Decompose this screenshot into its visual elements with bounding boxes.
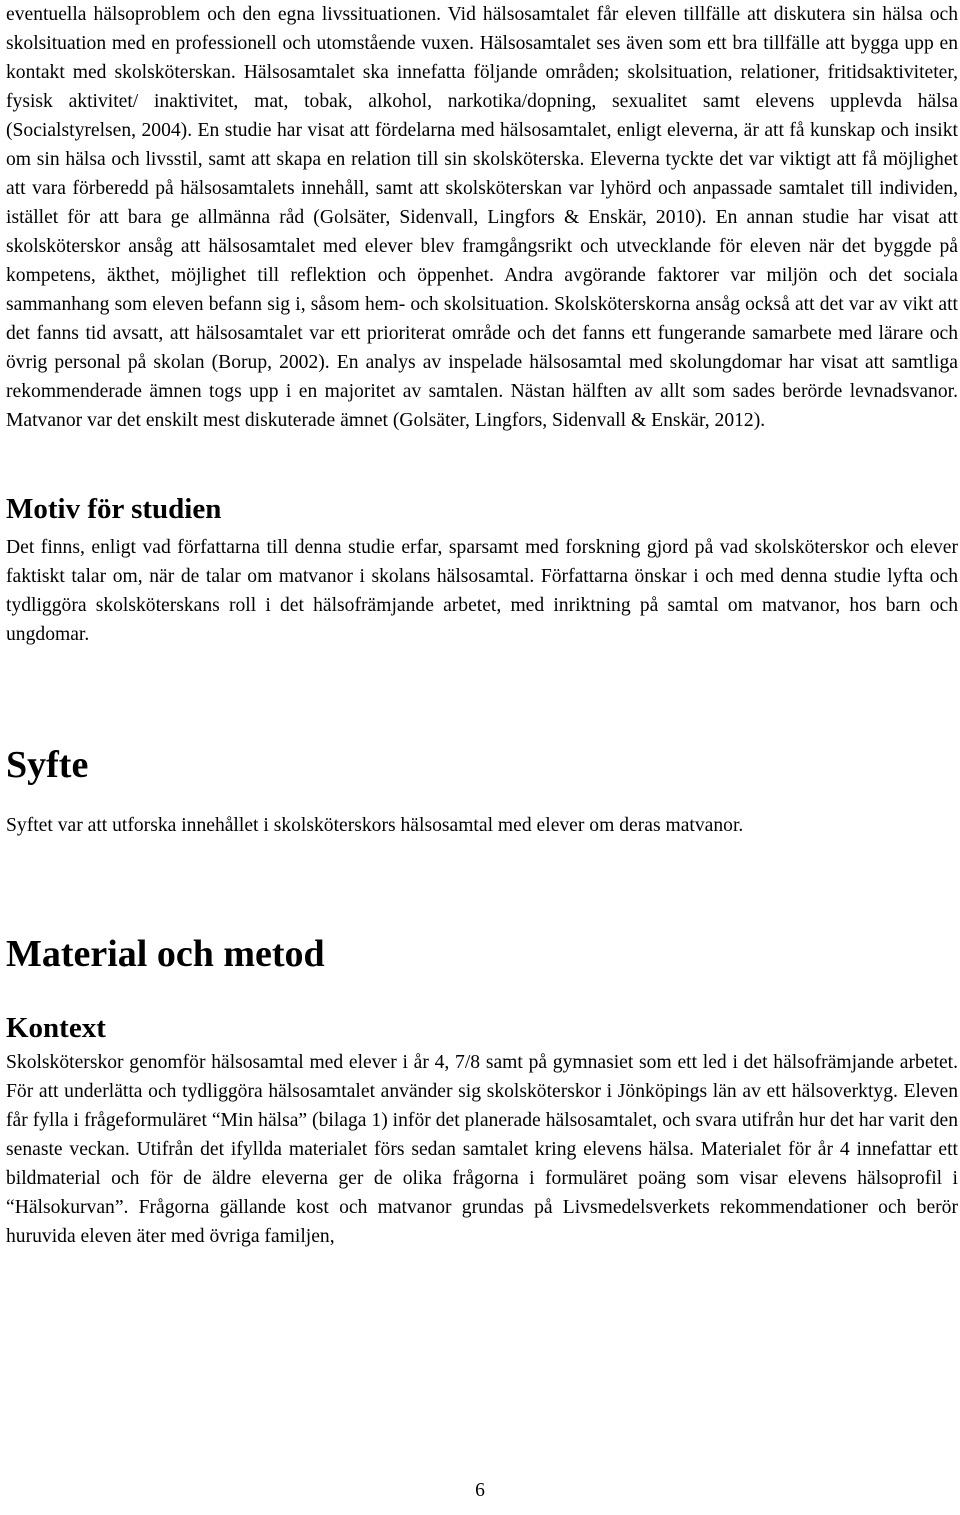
page-number: 6 bbox=[475, 1480, 485, 1501]
material-heading: Material och metod bbox=[6, 933, 325, 975]
kontext-heading: Kontext bbox=[6, 1012, 106, 1044]
document-page bbox=[6, 0, 958, 1251]
intro-paragraph: eventuella hälsoproblem och den egna livssituationen. Vid hälsosamtalet får eleven tillfälle att diskutera sin hälsa och skolsituation med en professionell och utomstående vuxen. Hälsosamtalet ses även som ett bra tillfälle att bygga upp en kontakt med skolsköterskan. Hälsosamtalet ska innefatta följande områden; skolsituation, relationer, fritidsaktiviteter, fysisk aktivitet/ inaktivitet, mat, tobak, alkohol, narkotika/dopning, sexualitet samt elevens upplevda hälsa (Socialstyrelsen, 2004). En studie har visat att fördelarna med hälsosamtalet, enligt eleverna, är att få kunskap och insikt om sin hälsa och livsstil, samt att skapa en relation till sin skolsköterska. Eleverna tyckte det var viktigt att få möjlighet att vara förberedd på hälsosamtalets innehåll, samt att skolsköterskan var lyhörd och anpassade samtalet till individen, istället för att bara ge allmänna råd (Golsäter, Sidenvall, Lingfors & Enskär, 2010). En annan studie har visat att skolsköterskor ansåg att hälsosamtalet med elever blev framgångsrikt och utvecklande för eleven när det byggde på kompetens, äkthet, möjlighet till reflektion och öppenhet. Andra avgörande faktorer var miljön och det sociala sammanhang som eleven befann sig i, såsom hem- och skolsituation. Skolsköterskorna ansåg också att det var av vikt att det fanns tid avsatt, att hälsosamtalet var ett prioriterat område och det fanns ett fungerande samarbete med lärare och övrig personal på skolan (Borup, 2002). En analys av inspelade hälsosamtal med skolungdomar har visat att samtliga rekommenderade ämnen togs upp i en majoritet av samtalen. Nästan hälften av allt som sades berörde levnadsvanor. Matvanor var det enskilt mest diskuterade ämnet (Golsäter, Lingfors, Sidenvall & Enskär, 2012). bbox=[6, 4, 958, 431]
motiv-paragraph: Det finns, enligt vad författarna till denna studie erfar, sparsamt med forskning gjord på vad skolsköterskor och elever faktiskt talar om, när de talar om matvanor i skolans hälsosamtal. Författarna önskar i och med denna studie lyfta och tydliggöra skolsköterskans roll i det hälsofrämjande arbetet, med inriktning på samtal om matvanor, hos barn och ungdomar. bbox=[6, 537, 958, 645]
kontext-paragraph: Skolsköterskor genomför hälsosamtal med elever i år 4, 7/8 samt på gymnasiet som ett led i det hälsofrämjande arbetet. För att underlätta och tydliggöra hälsosamtalet använder sig skolsköterskor i Jönköpings län av ett hälsoverktyg. Eleven får fylla i frågeformuläret “Min hälsa” (bilaga 1) inför det planerade hälsosamtalet, och svara utifrån hur det har varit den senaste veckan. Utifrån det ifyllda materialet förs sedan samtalet kring elevens hälsa. Materialet för år 4 innefattar ett bildmaterial och för de äldre eleverna ger de olika frågorna i formuläret poäng som visar elevens hälsoprofil i “Hälsokurvan”. Frågorna gällande kost och matvanor grundas på Livsmedelsverkets rekommendationer och berör huruvida eleven äter med övriga familjen, bbox=[6, 1052, 958, 1247]
syfte-heading: Syfte bbox=[6, 744, 89, 786]
motiv-heading: Motiv för studien bbox=[6, 493, 222, 525]
syfte-paragraph: Syftet var att utforska innehållet i skolsköterskors hälsosamtal med elever om deras matvanor. bbox=[6, 815, 744, 836]
